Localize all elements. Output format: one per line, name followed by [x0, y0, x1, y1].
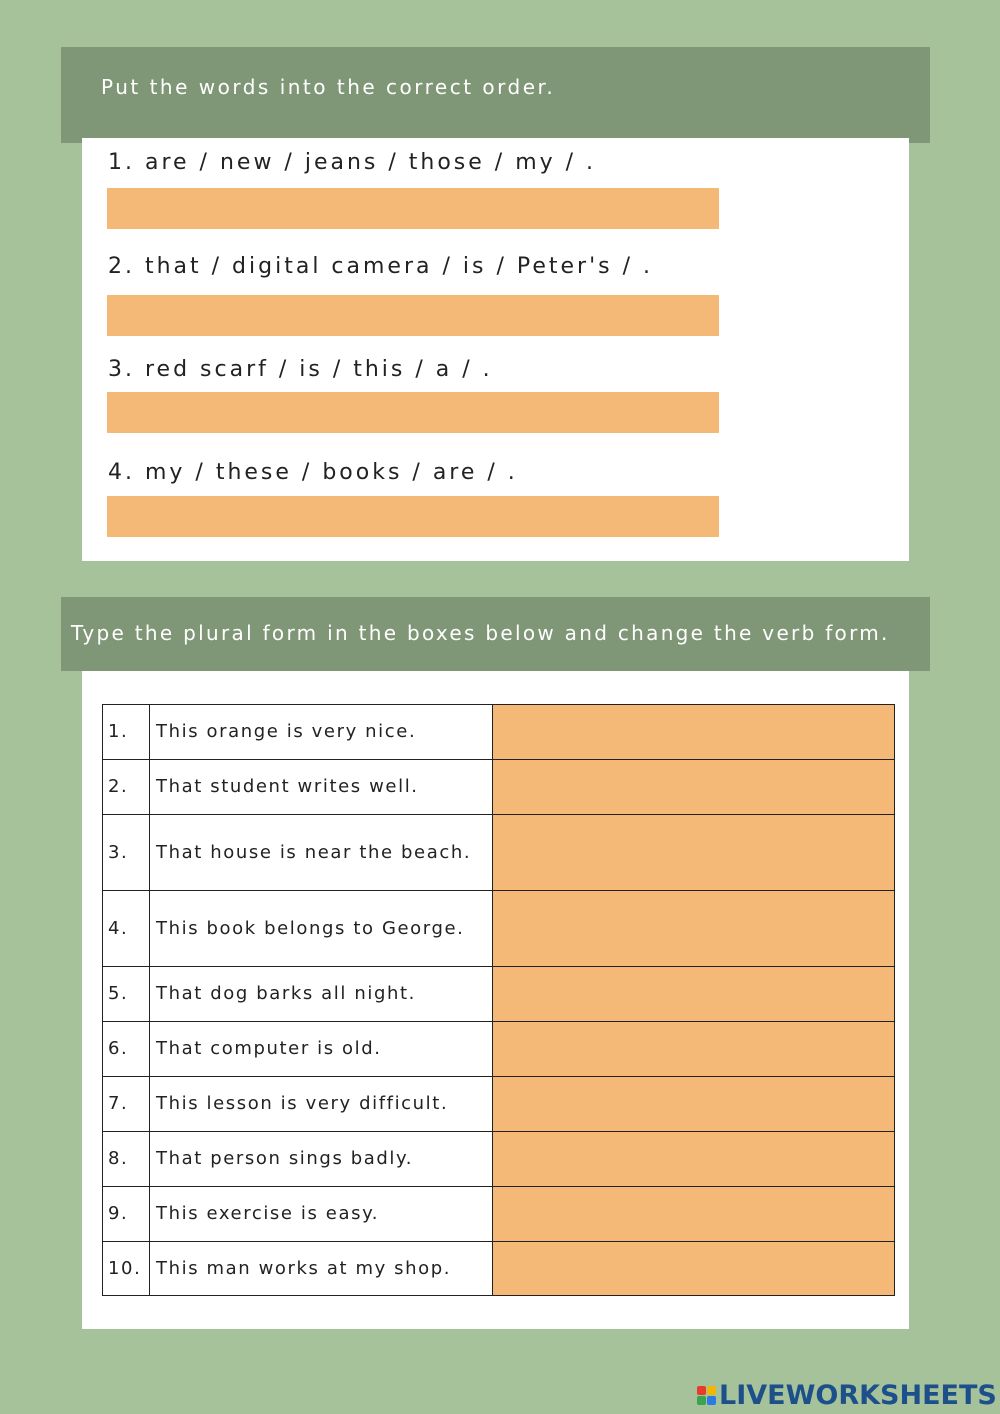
table-row — [103, 705, 895, 760]
row-number: 9. — [103, 1187, 150, 1242]
table-row — [103, 1077, 895, 1132]
section1-instruction-banner — [61, 47, 930, 143]
logo-mark-square — [697, 1396, 706, 1405]
liveworksheets-logo[interactable] — [697, 1378, 997, 1412]
table-row — [103, 1242, 895, 1296]
question-4-answer-input[interactable] — [107, 496, 719, 537]
row-answer-cell — [493, 815, 895, 891]
row-answer-cell — [493, 1022, 895, 1077]
table-row — [103, 815, 895, 891]
row-answer-cell — [493, 891, 895, 967]
row-answer-input[interactable] — [493, 1038, 894, 1059]
row-answer-input[interactable] — [493, 918, 894, 939]
section1-instruction: Put the words into the correct order. — [101, 75, 556, 99]
row-number: 7. — [103, 1077, 150, 1132]
row-answer-input[interactable] — [493, 1148, 894, 1169]
row-answer-input[interactable] — [493, 1258, 894, 1279]
question-3-prompt: 3. red scarf / is / this / a / . — [108, 357, 493, 382]
table-row — [103, 760, 895, 815]
logo-text: LIVEWORKSHEETS — [719, 1379, 997, 1411]
question-2-prompt: 2. that / digital camera / is / Peter's / . — [108, 254, 653, 279]
row-answer-input[interactable] — [493, 842, 894, 863]
row-answer-input[interactable] — [493, 1093, 894, 1114]
table-row — [103, 967, 895, 1022]
row-number: 1. — [103, 705, 150, 760]
row-number: 2. — [103, 760, 150, 815]
section2-card — [82, 667, 909, 1329]
row-number: 5. — [103, 967, 150, 1022]
row-answer-cell — [493, 967, 895, 1022]
logo-mark-square — [697, 1386, 706, 1395]
table-row — [103, 1022, 895, 1077]
row-number: 6. — [103, 1022, 150, 1077]
row-sentence: This man works at my shop. — [150, 1242, 493, 1296]
row-answer-input[interactable] — [493, 983, 894, 1004]
table-row — [103, 1187, 895, 1242]
row-answer-cell — [493, 1132, 895, 1187]
row-number: 8. — [103, 1132, 150, 1187]
section2-instruction-banner — [61, 597, 930, 671]
row-answer-input[interactable] — [493, 776, 894, 797]
row-answer-cell — [493, 1187, 895, 1242]
question-1-answer-input[interactable] — [107, 188, 719, 229]
question-1-prompt: 1. are / new / jeans / those / my / . — [108, 150, 597, 175]
row-sentence: That dog barks all night. — [150, 967, 493, 1022]
row-sentence: This book belongs to George. — [150, 891, 493, 967]
question-2-answer-input[interactable] — [107, 295, 719, 336]
row-answer-cell — [493, 1242, 895, 1296]
row-sentence: That student writes well. — [150, 760, 493, 815]
row-number: 3. — [103, 815, 150, 891]
row-number: 4. — [103, 891, 150, 967]
table-row — [103, 1132, 895, 1187]
row-sentence: That computer is old. — [150, 1022, 493, 1077]
row-sentence: This lesson is very difficult. — [150, 1077, 493, 1132]
row-sentence: This orange is very nice. — [150, 705, 493, 760]
liveworksheets-logo-icon — [697, 1386, 716, 1405]
row-answer-input[interactable] — [493, 1203, 894, 1224]
row-answer-cell — [493, 760, 895, 815]
table-row — [103, 891, 895, 967]
question-3-answer-input[interactable] — [107, 392, 719, 433]
question-4-prompt: 4. my / these / books / are / . — [108, 460, 518, 485]
section2-instruction: Type the plural form in the boxes below and change the verb form. — [71, 621, 890, 645]
section1-card — [82, 138, 909, 561]
row-answer-input[interactable] — [493, 721, 894, 742]
row-sentence: That person sings badly. — [150, 1132, 493, 1187]
row-answer-cell — [493, 1077, 895, 1132]
plural-exercise-table — [102, 704, 895, 1296]
logo-mark-square — [707, 1386, 716, 1395]
row-answer-cell — [493, 705, 895, 760]
row-number: 10. — [103, 1242, 150, 1296]
row-sentence: That house is near the beach. — [150, 815, 493, 891]
row-sentence: This exercise is easy. — [150, 1187, 493, 1242]
logo-mark-square — [707, 1396, 716, 1405]
